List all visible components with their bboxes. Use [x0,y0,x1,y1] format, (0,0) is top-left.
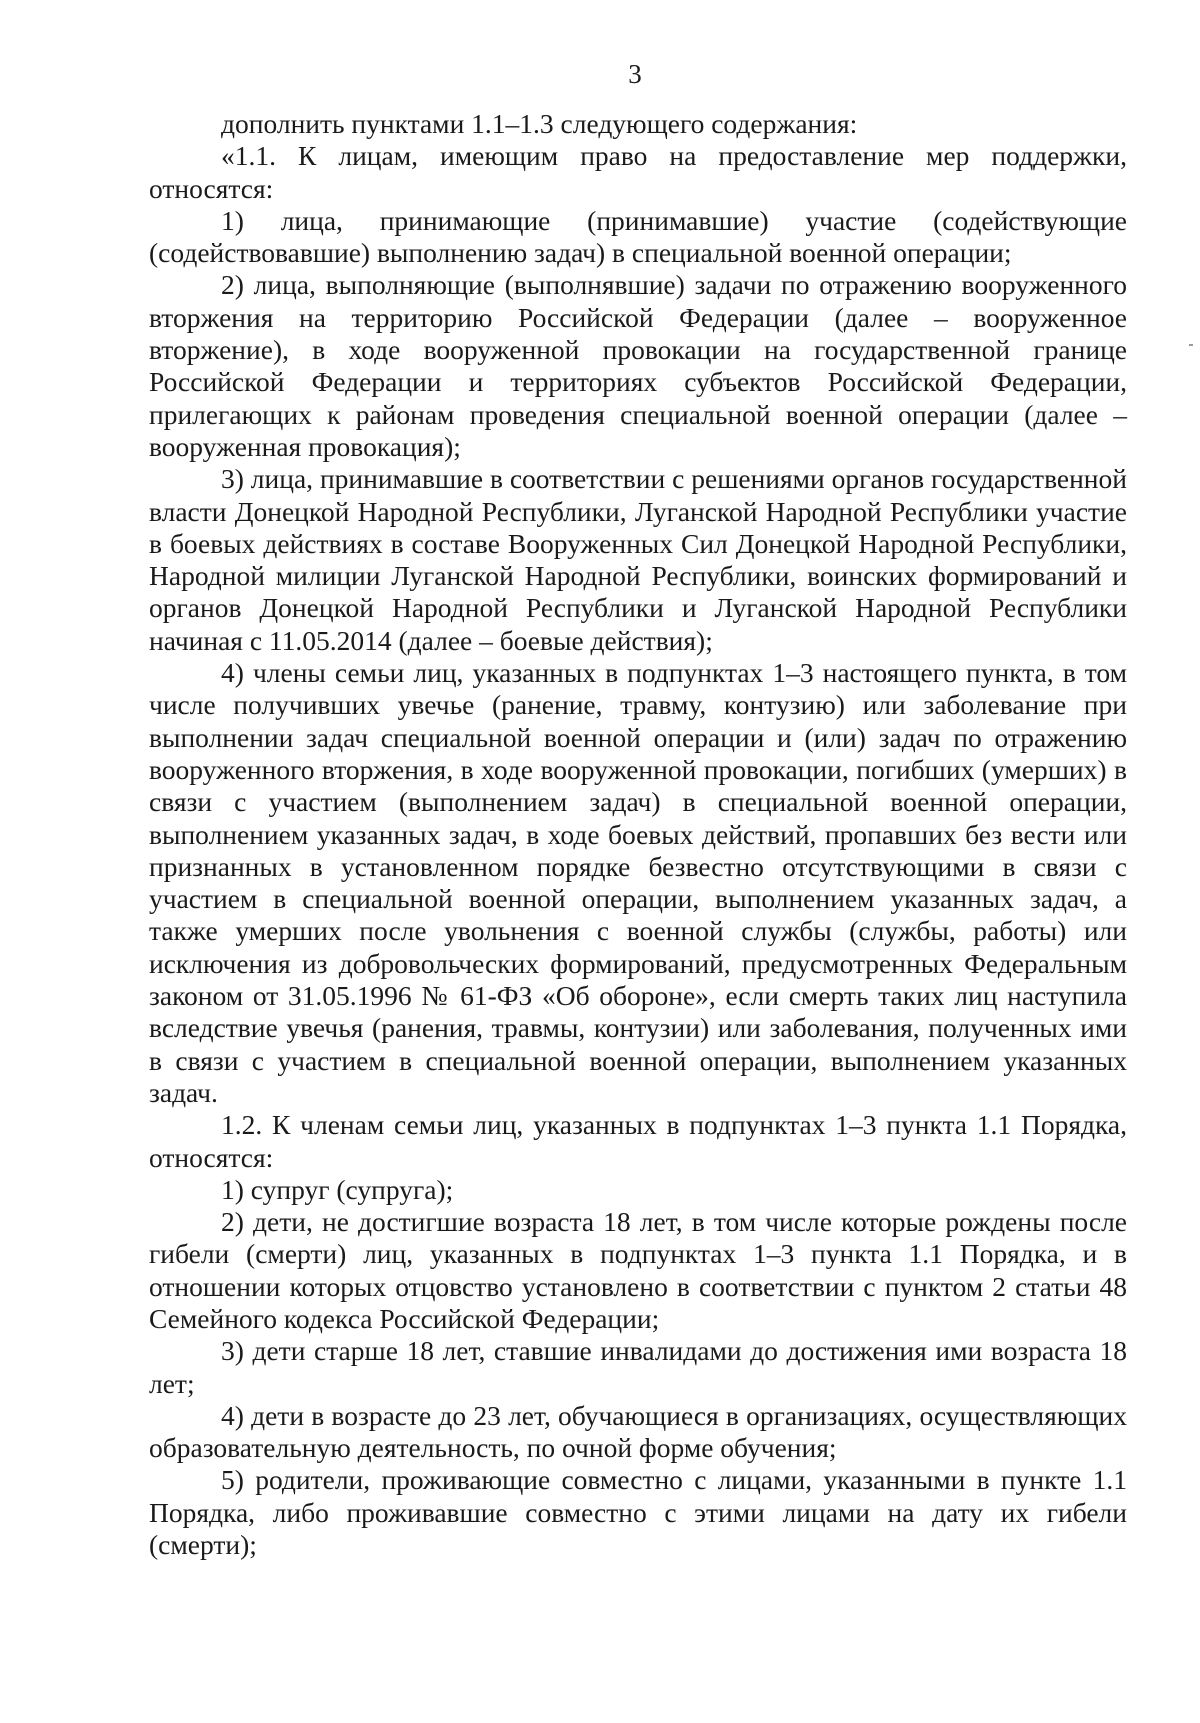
paragraph-1-2-item-2: 2) дети, не достигшие возраста 18 лет, в том числе которые рождены после гибели (смерти) лиц, указанных в подпунктах 1–3 пункта 1.1 Порядка, и в отношении которых отцовство установлено в соответствии с пунктом 2 статьи 48 Семейного кодекса Российской Федерации; [149,1206,1127,1334]
paragraph-1-2-item-3: 3) дети старше 18 лет, ставшие инвалидами до достижения ими возраста 18 лет; [149,1335,1127,1399]
paragraph-1-2-item-1: 1) супруг (супруга); [221,1173,454,1205]
paragraph-1-1-heading: «1.1. К лицам, имеющим право на предоставление мер поддержки, относятся: [149,140,1127,204]
paragraph-intro: дополнить пунктами 1.1–1.3 следующего содержания: [221,108,858,139]
scan-margin-mark [1189,344,1193,346]
paragraph-1-1-item-1: 1) лица, принимающие (принимавшие) участие (содействующие (содействовавшие) выполнению задач) в специальной военной операции; [149,204,1127,269]
paragraph-1-2-heading: 1.2. К членам семьи лиц, указанных в подпунктах 1–3 пункта 1.1 Порядка, относятся: [149,1109,1127,1173]
document-body [149,108,1127,1561]
paragraph-1-1-item-3: 3) лица, принимавшие в соответствии с решениями органов государственной власти Донецкой Народной Республики, Луганской Народной Республики участие в боевых действиях в составе Вооруженных Сил Донецкой Народной Республики, Народной милиции Луганской Народной Республики, воинских формирований и органов Донецкой Народной Республики и Луганской Народной Республики начиная с 11.05.2014 (далее – боевые действия); [149,463,1127,656]
paragraph-1-2-item-5: 5) родители, проживающие совместно с лицами, указанными в пункте 1.1 Порядка, либо проживавшие совместно с этими лицами на дату их гибели (смерти); [149,1464,1127,1561]
paragraph-1-1-item-2: 2) лица, выполняющие (выполнявшие) задачи по отражению вооруженного вторжения на территорию Российской Федерации (далее – вооруженное вторжение), в ходе вооруженной провокации на государственной границе Российской Федерации и территориях субъектов Российской Федерации, прилегающих к районам проведения специальной военной операции (далее – вооруженная провокация); [149,269,1127,462]
page-number: 3 [628,59,642,89]
paragraph-1-2-item-4: 4) дети в возрасте до 23 лет, обучающиеся в организациях, осуществляющих образовательную деятельность, по очной форме обучения; [149,1399,1127,1464]
paragraph-1-1-item-4: 4) члены семьи лиц, указанных в подпунктах 1–3 настоящего пункта, в том числе получивших увечье (ранение, травму, контузию) или заболевание при выполнении задач специальной военной операции и (или) задач по отражению вооруженного вторжения, в ходе вооруженной провокации, погибших (умерших) в связи с участием (выполнением задач) в специальной военной операции, выполнением указанных задач, в ходе боевых действий, пропавших без вести или признанных в установленном порядке безвестно отсутствующими в связи с участием в специальной военной операции, выполнением указанных задач, а также умерших после увольнения с военной службы (службы, работы) или исключения из добровольческих формирований, предусмотренных Федеральным законом от 31.05.1996 № 61-ФЗ «Об обороне», если смерть таких лиц наступила вследствие увечья (ранения, травмы, контузии) или заболевания, полученных ими в связи с участием в специальной военной операции, выполнением указанных задач. [149,657,1127,1108]
